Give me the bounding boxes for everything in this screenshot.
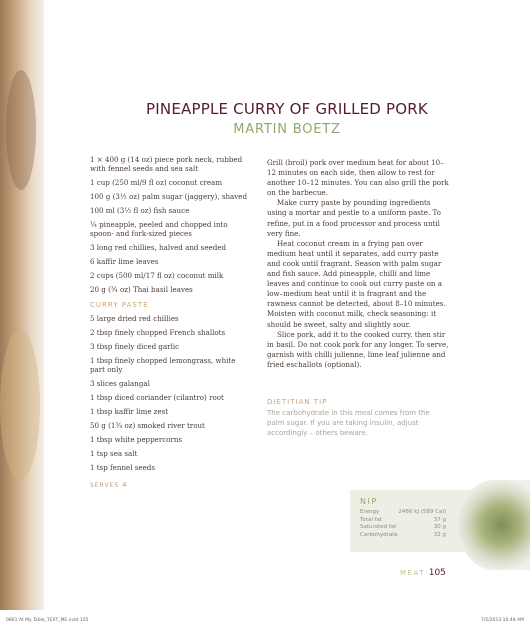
nip-row xyxy=(360,509,446,517)
nip-label: Energy xyxy=(360,509,380,515)
curry-paste-item: 5 large dried red chillies xyxy=(90,314,179,323)
ingredient-item: 1 cup (250 ml/9 fl oz) coconut cream xyxy=(90,178,223,187)
curry-paste-item: 1 tbsp white peppercorns xyxy=(90,435,183,444)
print-slug-right: 7/5/2013 10:48 AM xyxy=(480,618,524,623)
ingredient-item: 6 kaffir lime leaves xyxy=(90,257,159,266)
curry-paste-item: 1 tsp fennel seeds xyxy=(90,463,155,472)
ingredient-item: ¼ pineapple, peeled and chopped into spoon- and fork-sized pieces xyxy=(90,220,228,238)
ingredient-item: 2 cups (500 ml/17 fl oz) coconut milk xyxy=(90,271,224,280)
curry-paste-item: 1 tbsp diced coriander (cilantro) root xyxy=(90,393,224,402)
nip-value: 30 g xyxy=(433,524,446,530)
page-footer xyxy=(400,568,446,578)
recipe-title: PINEAPPLE CURRY OF GRILLED PORK xyxy=(146,100,428,118)
bay-leaves-photo xyxy=(458,480,530,570)
ingredient-item: 1 × 400 g (14 oz) piece pork neck, rubbed with fennel seeds and sea salt xyxy=(90,155,243,173)
curry-paste-item: 3 slices galangal xyxy=(90,379,150,388)
curry-paste-item: 1 tbsp kaffir lime zest xyxy=(90,407,169,416)
print-slug-left: 0861 At My Table_TEXT_ME.indd 105 xyxy=(6,618,89,623)
curry-paste-heading: CURRY PASTE xyxy=(90,301,149,309)
ingredient-item: 20 g (¾ oz) Thai basil leaves xyxy=(90,285,193,294)
nip-table xyxy=(360,509,446,539)
photo-shape xyxy=(0,330,40,480)
page-number: 105 xyxy=(428,568,446,578)
ingredients-column xyxy=(90,155,250,490)
curry-paste-item: 2 tbsp finely chopped French shallots xyxy=(90,328,226,337)
ingredient-item: 100 g (3½ oz) palm sugar (jaggery), shaved xyxy=(90,192,248,201)
method-column xyxy=(267,158,450,370)
nip-value: 37 g xyxy=(433,516,446,523)
curry-paste-item: 1 tsp sea salt xyxy=(90,449,138,458)
method-step: Slice pork, add it to the cooked curry, then stir in basil. Do not cook pork for any longer. To serve, garnish with chilli julienne, lime leaf julienne and fried eschallots (optional). xyxy=(267,329,449,369)
ingredient-item: 3 long red chillies, halved and seeded xyxy=(90,243,227,252)
dietitian-tip-text: The carbohydrate in this meal comes from the palm sugar. If you are taking insulin, adjust accordingly – others beware. xyxy=(267,409,430,437)
nip-value: 32 g xyxy=(433,531,446,538)
curry-paste-item: 1 tbsp finely chopped lemongrass, white part only xyxy=(90,356,236,374)
nip-value: 2466 kJ (589 Cal) xyxy=(398,509,446,515)
nip-row xyxy=(360,517,446,525)
ingredient-item: 100 ml (3½ fl oz) fish sauce xyxy=(90,206,190,215)
serves-value: 4 xyxy=(122,481,128,489)
curry-paste-item: 3 tbsp finely diced garlic xyxy=(90,342,180,351)
nip-row xyxy=(360,532,446,540)
footer-section: MEAT xyxy=(400,569,425,577)
nip-label: Carbohydrate xyxy=(360,531,398,538)
serves xyxy=(90,481,250,490)
method-step: Heat coconut cream in a frying pan over medium heat until it separates, add curry paste and cook until fragrant. Season with palm sugar and fish sauce. Add pineapple, chilli and lime leaves and continue to cook out curry paste on a low–medium heat until it is fragrant and the rawness cannot be detected, about 8–10 minutes. Moisten with coconut milk, check seasoning: it should be sweet, salty and slightly sour. xyxy=(267,238,446,329)
method-step: Make curry paste by pounding ingredients using a mortar and pestle to a uniform paste. To refine, put in a food processor and process until very fine. xyxy=(267,198,441,238)
nip-label: Saturated fat xyxy=(360,524,397,530)
photo-shape xyxy=(6,70,36,190)
nip-heading: NIP xyxy=(360,497,378,506)
method-step: Grill (broil) pork over medium heat for about 10–12 minutes on each side, then allow to rest for another 10–12 minutes. You can also grill the pork on the barbecue. xyxy=(267,158,449,198)
nip-label: Total fat xyxy=(360,516,383,523)
facing-page-photo-edge xyxy=(0,0,44,610)
nip-row xyxy=(360,524,446,532)
serves-label: SERVES xyxy=(90,482,120,489)
author-name: MARTIN BOETZ xyxy=(233,122,341,137)
curry-paste-item: 50 g (1¾ oz) smoked river trout xyxy=(90,421,205,430)
dietitian-tip-heading: DIETITIAN TIP xyxy=(267,398,328,406)
